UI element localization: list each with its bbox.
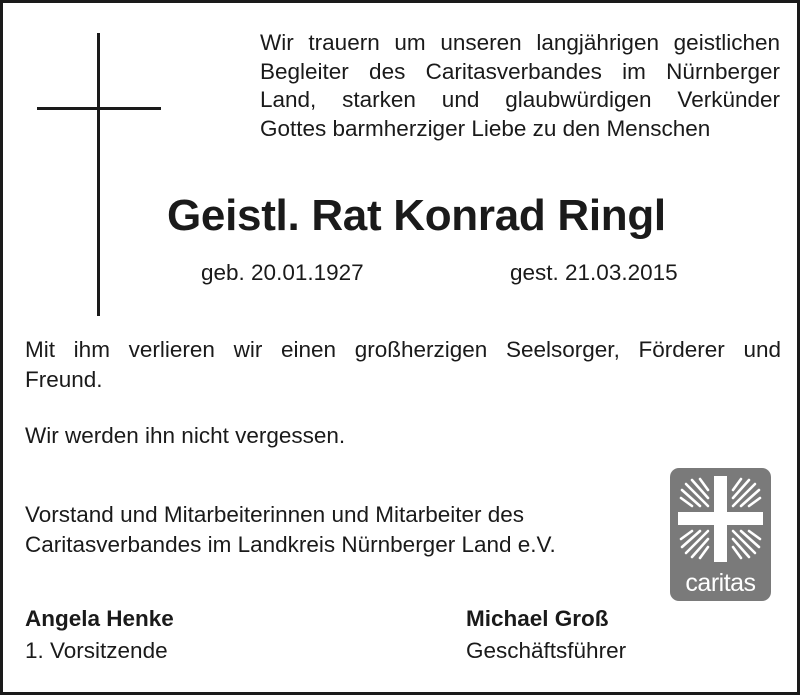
caritas-flame-cross-icon — [670, 468, 771, 569]
signers-text — [25, 500, 556, 560]
caritas-logo — [670, 468, 771, 601]
cross-icon-bar — [37, 107, 161, 110]
death-date: gest. 21.03.2015 — [510, 260, 678, 285]
intro-text — [260, 29, 780, 143]
signatory-name: Angela Henke — [25, 606, 174, 631]
logo-text: caritas — [685, 569, 756, 597]
tribute-line: Freund. — [25, 367, 103, 392]
cross-icon — [97, 33, 100, 316]
remember-text: Wir werden ihn nicht vergessen. — [25, 423, 346, 448]
signatory-role: 1. Vorsitzende — [25, 638, 168, 663]
signatory-name: Michael Groß — [466, 606, 609, 631]
signatory-right — [466, 603, 626, 667]
deceased-name: Geistl. Rat Konrad Ringl — [167, 191, 666, 240]
intro-line: Land, starken und glaubwürdigen Verkünder — [260, 87, 780, 112]
signers-line: Vorstand und Mitarbeiterinnen und Mitarbeiter des — [25, 502, 525, 527]
tribute-line: Mit ihm verlieren wir einen großherzigen Seelsorger, Förderer und — [25, 337, 781, 362]
tribute-text — [25, 335, 781, 395]
birth-date: geb. 20.01.1927 — [201, 260, 364, 285]
signatory-role: Geschäftsführer — [466, 638, 627, 663]
intro-line: Gottes barmherziger Liebe zu den Menschen — [260, 115, 711, 141]
intro-line: Begleiter des Caritasverbandes im Nürnberger — [260, 58, 780, 84]
signers-line: Caritasverbandes im Landkreis Nürnberger Land e.V. — [25, 532, 556, 557]
intro-line: Wir trauern um unseren langjährigen geistlichen — [260, 30, 780, 55]
signatory-left — [25, 603, 174, 667]
